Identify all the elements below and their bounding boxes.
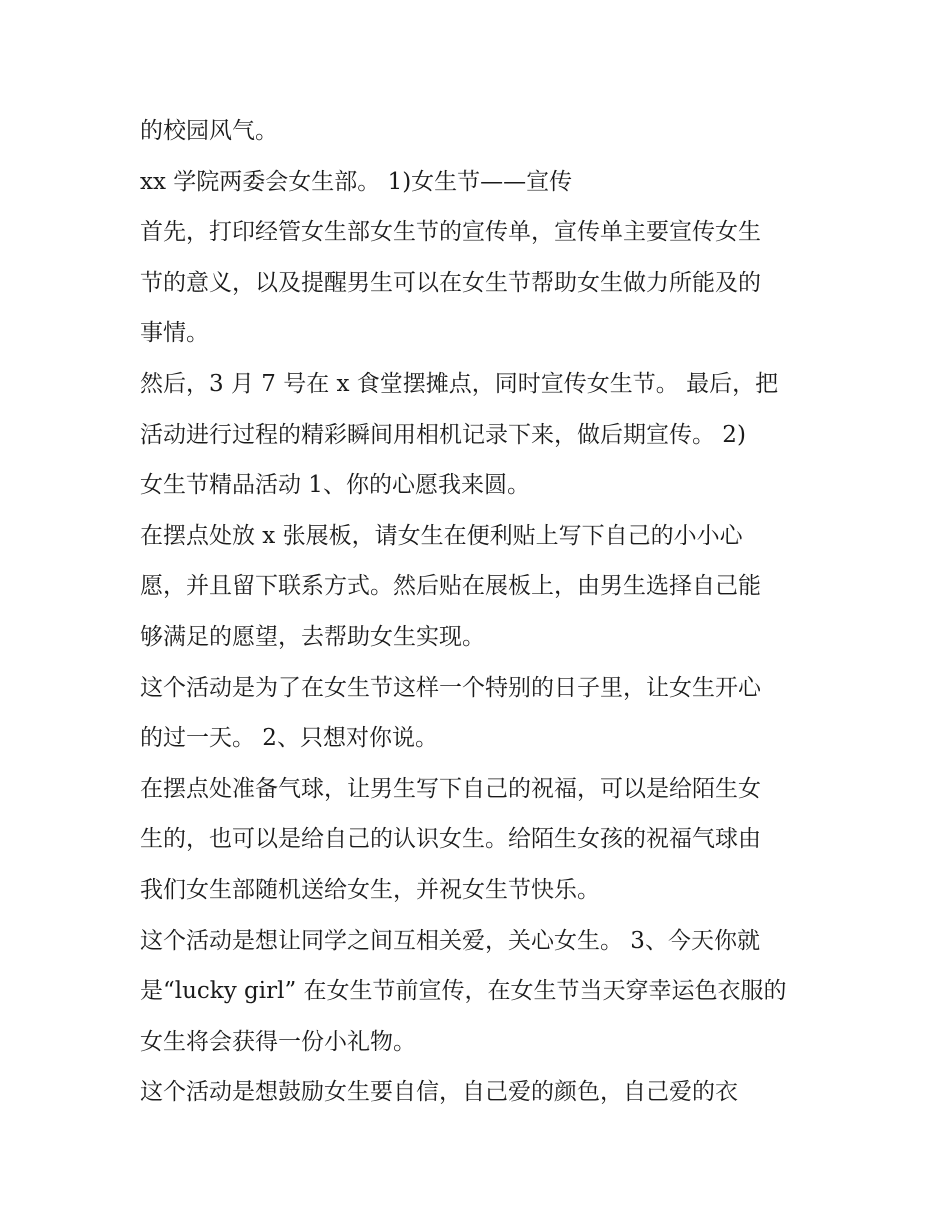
text-line: 节的意义，以及提醒男生可以在女生节帮助女生做力所能及的 [140,269,761,296]
text-line: 愿，并且留下联系方式。然后贴在展板上，由男生选择自己能 [140,573,761,600]
text-line: 的校园风气。 [140,118,278,144]
text-line: 这个活动是想鼓励女生要自信，自己爱的颜色，自己爱的衣 [140,1079,738,1106]
text-line: 生的，也可以是给自己的认识女生。给陌生女孩的祝福气球由 [140,826,761,853]
text-line: 的过一天。 2、只想对你说。 [140,725,438,752]
text-line: xx 学院两委会女生部。 1)女生节——宣传 [140,168,573,195]
text-line: 是“lucky girl” 在女生节前宣传，在女生节当天穿幸运色衣服的 [140,978,787,1005]
text-line: 女生将会获得一份小礼物。 [140,1028,416,1055]
text-line: 在摆点处准备气球，让男生写下自己的祝福，可以是给陌生女 [140,775,761,802]
text-line: 活动进行过程的精彩瞬间用相机记录下来，做后期宣传。 2) [140,421,746,448]
text-line: 事情。 [140,320,209,347]
text-line: 然后，3 月 7 号在 x 食堂摆摊点，同时宣传女生节。 最后，把 [140,370,779,397]
text-line: 首先，打印经管女生部女生节的宣传单，宣传单主要宣传女生 [140,219,761,246]
text-line: 女生节精品活动 1、你的心愿我来圆。 [140,472,530,499]
body-text [140,106,820,1118]
text-line: 我们女生部随机送给女生，并祝女生节快乐。 [140,876,600,903]
text-line: 这个活动是想让同学之间互相关爱，关心女生。 3、今天你就 [140,927,760,954]
text-line: 够满足的愿望，去帮助女生实现。 [140,623,485,650]
text-line: 在摆点处放 x 张展板，请女生在便利贴上写下自己的小小心 [140,522,743,549]
text-line: 这个活动是为了在女生节这样一个特别的日子里，让女生开心 [140,674,761,701]
